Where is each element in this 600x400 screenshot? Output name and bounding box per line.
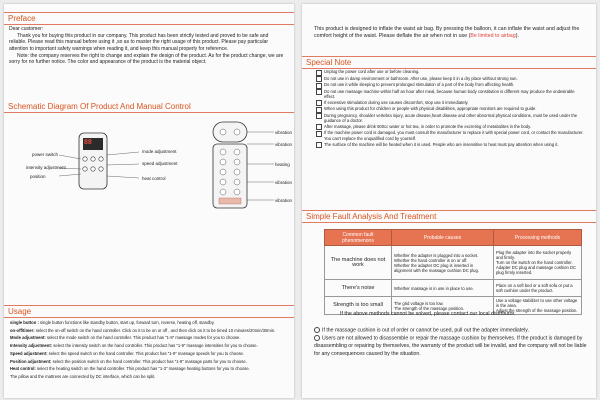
preface-para-1: Thank you for buying this product in our company. This product has been strictly tested and proved to be safe and reliable. Please read this manual before using it ,so as to master the right usage of this product. Please pay particular attention to important safety warnings when reading it, and keep this manual properly for reference.	[9, 33, 269, 52]
usage-line: on-off/timer: select the on-off switch on the hand controller. Click on it to be on or off , and then click on it to be timed 10 minutes/20min/30min.	[10, 327, 276, 333]
usage-line: single button : single button functions like standby button, start up, forward turn, reverse, heating off, standby.	[10, 320, 215, 325]
usage-line: Speed adjustment: select the speed switch on the hand controller. This product has "1-9" massage speeds for you to choose.	[10, 350, 245, 356]
airbag-limit-note: Be limited to airbag	[470, 33, 516, 40]
label-mode-adjustment: mode adjustment	[142, 149, 177, 154]
speed-button	[99, 157, 103, 161]
heating-pad	[219, 198, 241, 204]
label-heat-control: heat control	[142, 176, 166, 181]
note-item: Unplug the power cord after use or before cleaning.	[316, 69, 586, 76]
table-row: There's noise Whether massage is in use in place to use. Place on a soft bed or a soft sofa or put a soft cushion under the product.	[325, 280, 582, 297]
hand-controller-diagram	[59, 132, 139, 192]
cushion-diagram	[209, 120, 274, 212]
warning-item: Users are not allowed to disassemble or repair the massage cushion by themselves. If the product is damaged by disassembling or repairing by themselves, the warranty of the product will be invalid, and the company will not be liable for any consequences caused by the situation.	[314, 335, 587, 357]
label-cushion-3: heating	[275, 162, 290, 167]
label-power-switch: power switch	[32, 152, 59, 157]
usage-line: Mode adjustment: select the mode switch on the hand controller. This product has "1-9" massage modes for you to choose.	[10, 335, 241, 341]
note-item: Do not use in damp environment or bathroom. After use, please keep it in a dry place without strong sun.	[316, 76, 586, 83]
cushion-pillow	[213, 122, 247, 142]
label-cushion-2: vibration	[275, 142, 293, 147]
label-cushion-1: vibration	[275, 130, 293, 135]
usage-line: Intensity adjustment: select the intensity switch on the hand controller. This product has "1-9" massage intensities for you to choose.	[10, 343, 258, 349]
usage-line: Heat control: select the heating switch on the hand controller. This product has "1-3" massage heating buttons for you to choose.	[10, 366, 250, 372]
mode-button	[91, 157, 95, 161]
note-item: After massage, please drink 500cc water or hot tea, in order to promote the excreting of metabolites in the body.	[316, 124, 586, 131]
note-item: When using this product for children or people with physical disabilities, appropriate monitors are required to guide.	[316, 106, 586, 113]
heat-button	[91, 167, 95, 171]
preface-greeting: Dear customer:	[9, 26, 44, 32]
table-row: The machine does not work Whether the adapter is plugged into a socket. Whether the hand controller is on or off. Whether the adapter DC plug is inserted in alignment with the massage cushion DC plug. Plug the adapter into the socket properly and firmly. Turn on the switch on the hand controller. Adapter DC plug and massage cushion DC plug firmly inserted.	[325, 246, 582, 280]
display-digits: 88	[84, 139, 92, 146]
fault-table-header	[325, 230, 582, 246]
header-phenomenon: Common fault phenomenons	[325, 230, 392, 246]
special-note-list	[316, 69, 586, 148]
schematic-heading: Schematic Diagram Of Product And Manual Control	[4, 101, 294, 113]
preface-text	[9, 26, 287, 66]
intensity-button	[83, 167, 87, 171]
header-causes: Probable causes	[392, 230, 494, 246]
header-methods: Processing methods	[493, 230, 581, 246]
note-item: The surface of the machine will be heated when it is used. People who are insensitive to heat must pay attention when using it.	[316, 142, 586, 149]
position-button	[99, 167, 103, 171]
warning-item: If the massage cushion is out of order or cannot be used, pull out the adapter immediately.	[314, 327, 589, 335]
note-item: Do not use it while sleeping to prevent prolonged stimulation of a part of the body from affecting health.	[316, 82, 586, 89]
label-cushion-4: vibration	[275, 180, 293, 185]
label-speed-adjustment: speed adjustment	[142, 161, 178, 166]
table-row: Strength is too small The grid voltage is too low. The strength of the massage position. Use a voltage stabilizer to use other voltage in the area. Adjust the strength of the massage position.	[325, 297, 582, 315]
fault-heading: Simple Fault Analysis And Treatment	[302, 210, 596, 223]
usage-line: Position adjustment: select the position switch on the hand controller. This product has "1-9" massage parts for you to choose.	[10, 358, 247, 364]
power-button	[83, 157, 87, 161]
label-cushion-5: vibration	[275, 198, 293, 203]
preface-para-2: Note: the company reserves the right to change and explain the design of the product. As for the product change, we are sorry for no further notice. The color and appearance of the product is the material object.	[9, 52, 284, 66]
preface-heading: Preface	[4, 12, 294, 25]
note-item: Do not use massage machine within half an hour after meal, because human body constitution is different may produce the undesirable effect.	[316, 89, 586, 100]
note-item: If the machine power cord is damaged, you must consult the manufacturer to replace it with special power cord, or contact the manufacturer. You can't replace the unqualified cord by yourself.	[316, 130, 586, 141]
note-item: During pregnancy, shoulder vertebra injury, acute disease,heart disease and other abnormal physical conditions, must be used under the guidance of a doctor.	[316, 113, 586, 124]
fault-table	[324, 229, 582, 315]
label-intensity-adjustment: intensity adjustment	[26, 165, 66, 170]
note-item: If excessive stimulation during use causes discomfort, stop use it immediately.	[316, 100, 586, 107]
right-page	[302, 4, 596, 398]
usage-list	[10, 319, 290, 381]
warning-list	[314, 327, 589, 358]
airbag-intro: This product is designed to inflate the waist air bag. By pressing the balloon, it can inflate the waist and adjust the comfort height of the waist. Please deflate the air when not in use (Be limited to airbag).	[314, 26, 580, 40]
fault-footer: If the above methods cannot be solved, please contact our local distributor.	[340, 311, 516, 317]
special-note-heading: Special Note	[302, 56, 596, 69]
usage-heading: Usage	[4, 305, 294, 318]
left-page	[4, 4, 294, 398]
label-position: position	[30, 174, 46, 179]
usage-line: The pillow and the mattress are connected by DC interface, which can be split.	[10, 373, 156, 379]
